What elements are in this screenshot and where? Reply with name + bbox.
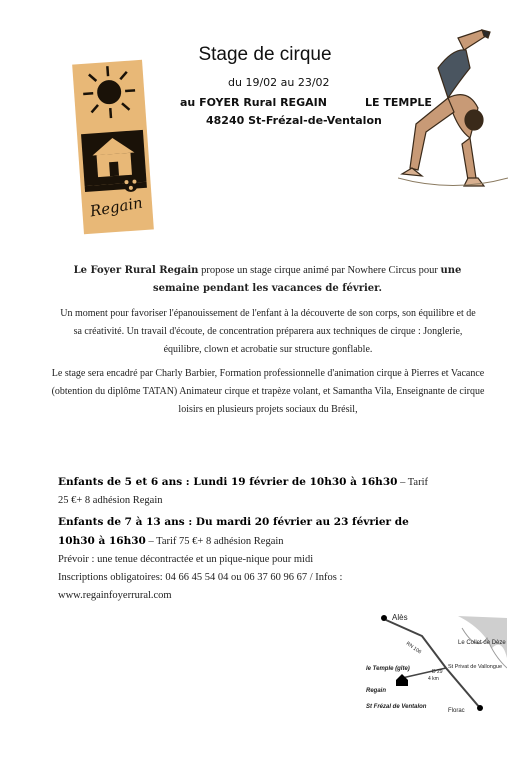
florac-dot-icon bbox=[477, 705, 483, 711]
map-label: Alès bbox=[392, 613, 408, 622]
intro-org: Le Foyer Rural Regain bbox=[73, 265, 199, 276]
stage-dates: du 19/02 au 23/02 bbox=[228, 76, 330, 89]
map-label: le Temple (gîte) bbox=[366, 666, 410, 672]
prevoir-text: Prévoir : une tenue décontractée et un pique-nique pour midi bbox=[58, 554, 314, 565]
schedule-item-price: – Tarif 75 €+ 8 adhésion Regain bbox=[145, 536, 284, 547]
instructors-paragraph: Le stage sera encadré par Charly Barbier, Formation professionnelle d'animation cirque à Pierres et Vacance (obtention du diplôme TATAN) Animateur cirque et trapèze volant, et Samantha Vila, Enseignante de cirque loisirs en plusieurs projets sociaux du Brésil, bbox=[51, 368, 485, 415]
intro-paragraph bbox=[55, 262, 480, 298]
schedule-item-title: Enfants de 7 à 13 ans : Du mardi 20 février au 23 février de 10h30 à 16h30 bbox=[58, 516, 409, 547]
intro-highlight: une semaine pendant les vacances de février. bbox=[153, 265, 462, 294]
venue-postal: 48240 St-Frézal-de-Ventalon bbox=[206, 114, 382, 127]
map-label: Regain bbox=[366, 688, 387, 694]
map-label: D 29 bbox=[432, 669, 443, 675]
venue-town: LE TEMPLE bbox=[365, 96, 432, 109]
website-link[interactable]: www.regainfoyerrural.com bbox=[58, 590, 172, 601]
description-paragraph: Un moment pour favoriser l'épanouissement de l'enfant à la découverte de son corps, son équilibre et de sa créativité. Un travail d'écoute, de concentration préparera aux techniques de cirque : Jonglerie, équilibre, clown et acrobatie sur structure gonflable. bbox=[60, 308, 476, 355]
regain-logo-word: Regain bbox=[88, 193, 145, 221]
map-label: St Privat de Vallongue bbox=[448, 664, 503, 670]
regain-logo bbox=[72, 60, 154, 234]
map-label: Le Collet de Dèze bbox=[458, 640, 506, 646]
map-label: 4 km bbox=[428, 676, 439, 682]
inscriptions-text: Inscriptions obligatoires: 04 66 45 54 04 ou 06 37 60 96 67 / Infos : bbox=[58, 572, 343, 583]
intro-text: propose un stage cirque animé par Nowhere Circus pour bbox=[198, 265, 441, 276]
house-icon bbox=[396, 674, 408, 686]
schedule-item-title: Enfants de 5 et 6 ans : Lundi 19 février de 10h30 à 16h30 bbox=[58, 476, 398, 488]
schedule-item bbox=[58, 513, 438, 551]
page-title: Stage de cirque bbox=[198, 44, 332, 65]
acrobat-illustration bbox=[398, 28, 508, 198]
schedule-item-price: – Tarif 25 €+ 8 adhésion Regain bbox=[58, 477, 428, 506]
regain-logo-art bbox=[72, 60, 154, 234]
venue-name: au FOYER Rural REGAIN bbox=[180, 96, 327, 109]
ales-dot-icon bbox=[381, 615, 387, 621]
access-map bbox=[362, 608, 507, 720]
map-label: RN 106 bbox=[404, 640, 423, 656]
map-label: St Frézal de Ventalon bbox=[366, 704, 427, 710]
schedule-item bbox=[58, 473, 438, 510]
map-label: Florac bbox=[448, 708, 465, 714]
